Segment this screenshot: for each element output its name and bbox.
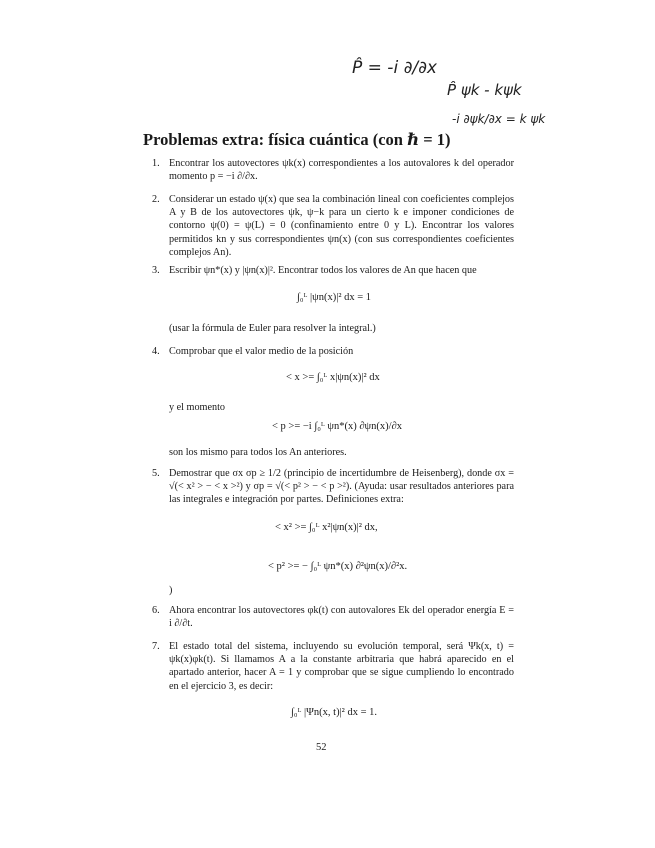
problem-item-5 xyxy=(152,467,514,507)
item-text: y el momento xyxy=(169,402,226,413)
handwritten-note-derivative-equation: -i ∂ψk/∂x = k ψk xyxy=(452,112,546,126)
item-number: 1. xyxy=(152,158,160,169)
item-text: Ahora encontrar los autovectores φk(t) con autovalores Ek del operador energía E = i ∂/∂t. xyxy=(169,605,514,630)
handwritten-note-eigen-equation: P̂ ψk - kψk xyxy=(447,81,522,99)
item-5-closing xyxy=(152,584,514,597)
item-text: Encontrar los autovectores ψk(x) correspondientes a los autovalores k del operador momento p = −i ∂/∂x. xyxy=(169,158,514,183)
problem-item-6 xyxy=(152,604,514,630)
item-text: El estado total del sistema, incluyendo su evolución temporal, será Ψk(x, t) = ψk(x)φk(t). Si llamamos A a la constante arbitraria que habrá aparecido en el apartado anterior, hacer A = 1 y comprobar que se sigue cumpliendo lo encontrado en el ejercicio 3, es decir: xyxy=(169,641,514,692)
item-4-mid-text xyxy=(152,401,514,414)
item-text: Escribir ψn*(x) y |ψn(x)|². Encontrar todos los valores de An que hacen que xyxy=(169,265,477,276)
problem-item-1 xyxy=(152,157,514,183)
item-number: 6. xyxy=(152,605,160,616)
equation-mean-position: < x >= ∫₀ᴸ x|ψn(x)|² dx xyxy=(286,372,380,383)
item-text: Comprobar que el valor medio de la posición xyxy=(169,346,354,357)
item-text: Demostrar que σx σp ≥ 1/2 (principio de incertidumbre de Heisenberg), donde σx = √(< x² > − < x >²) y σp = √(< p² > − < p >²). (Ayuda: usar resultados anteriores para las integrales e integración por partes. Definiciones extra: xyxy=(169,468,514,506)
item-number: 2. xyxy=(152,194,160,205)
item-4-after-text xyxy=(152,446,514,459)
item-text: son los mismo para todos los An anteriores. xyxy=(169,447,347,458)
problem-item-7 xyxy=(152,640,514,693)
page-number: 52 xyxy=(316,742,327,753)
equation-mean-x-squared: < x² >= ∫₀ᴸ x²|ψn(x)|² dx, xyxy=(275,522,378,533)
item-number: 3. xyxy=(152,265,160,276)
problem-item-2 xyxy=(152,193,514,259)
item-3-note xyxy=(152,322,514,335)
page-title: Problemas extra: física cuántica (con ℏ = 1) xyxy=(143,130,451,149)
item-number: 5. xyxy=(152,468,160,479)
item-text: (usar la fórmula de Euler para resolver la integral.) xyxy=(169,323,376,334)
item-number: 4. xyxy=(152,346,160,357)
equation-mean-p-squared: < p² >= − ∫₀ᴸ ψn*(x) ∂²ψn(x)/∂²x. xyxy=(268,561,408,572)
equation-total-normalization: ∫₀ᴸ |Ψn(x, t)|² dx = 1. xyxy=(291,707,377,718)
equation-mean-momentum: < p >= −i ∫₀ᴸ ψn*(x) ∂ψn(x)/∂x xyxy=(272,421,402,432)
equation-normalization: ∫₀ᴸ |ψn(x)|² dx = 1 xyxy=(297,292,372,303)
problem-item-3 xyxy=(152,264,514,277)
handwritten-note-momentum-operator: P̂ = -i ∂/∂x xyxy=(352,58,437,78)
problem-item-4 xyxy=(152,345,514,358)
item-text: Considerar un estado ψ(x) que sea la combinación lineal con coeficientes complejos A y B de los autovectores ψk, ψ−k para un cierto k e imponer condiciones de contorno ψ(0) = ψ(L) = 0 (confinamiento entre 0 y L). Encontrar los valores permitidos kn y sus correspondientes ψn(x) (con sus correspondientes coeficientes complejos An). xyxy=(169,194,514,258)
item-number: 7. xyxy=(152,641,160,652)
item-text: ) xyxy=(169,585,173,596)
